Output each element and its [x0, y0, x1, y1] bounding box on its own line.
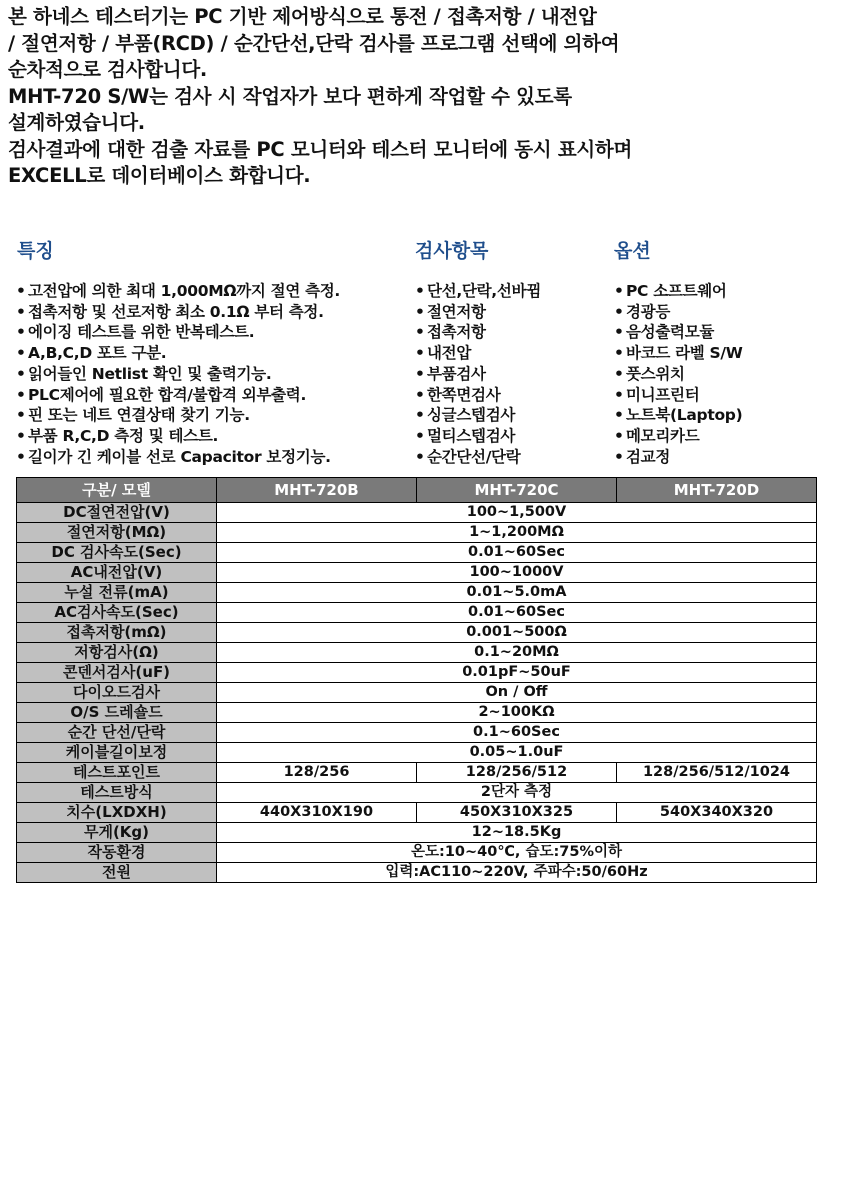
- option-item: • 노트북(Laptop): [614, 405, 743, 426]
- intro-line: EXCELL로 데이터베이스 화합니다.: [8, 164, 311, 187]
- row-label: 테스트포인트: [17, 763, 217, 783]
- row-label: AC검사속도(Sec): [17, 603, 217, 623]
- option-item: • 경광등: [614, 302, 743, 323]
- feature-item: • A,B,C,D 포트 구분.: [16, 343, 340, 364]
- intro-line: / 절연저항 / 부품(RCD) / 순간단선,단락 검사를 프로그램 선택에 의하여: [8, 31, 620, 55]
- row-value: 440X310X190: [217, 803, 417, 823]
- row-label: 누설 전류(mA): [17, 583, 217, 603]
- table-row: [17, 723, 817, 743]
- table-row: [17, 743, 817, 763]
- header-model-c: MHT-720C: [417, 478, 617, 503]
- option-item: • 바코드 라벨 S/W: [614, 343, 743, 364]
- table-row: [17, 623, 817, 643]
- row-value: 128/256/512/1024: [617, 763, 817, 783]
- option-item: • 미니프린터: [614, 385, 743, 406]
- inspection-list: [415, 281, 541, 467]
- inspection-item: • 절연저항: [415, 302, 541, 323]
- row-label: 저항검사(Ω): [17, 643, 217, 663]
- row-value: 128/256/512: [417, 763, 617, 783]
- row-value: 입력:AC110~220V, 주파수:50/60Hz: [217, 863, 817, 883]
- row-label: DC절연전압(V): [17, 503, 217, 523]
- intro-line: 검사결과에 대한 검출 자료를 PC 모니터와 테스터 모니터에 동시 표시하며: [8, 137, 632, 161]
- row-label: 치수(LXDXH): [17, 803, 217, 823]
- table-row: [17, 763, 817, 783]
- table-row: [17, 643, 817, 663]
- inspection-item: • 순간단선/단락: [415, 447, 541, 468]
- spec-table-body: [17, 503, 817, 883]
- row-label: 순간 단선/단락: [17, 723, 217, 743]
- header-model-d: MHT-720D: [617, 478, 817, 503]
- row-value: 0.1~20MΩ: [217, 643, 817, 663]
- row-value: 0.1~60Sec: [217, 723, 817, 743]
- feature-item: • 접촉저항 및 선로저항 최소 0.1Ω 부터 측정.: [16, 302, 340, 323]
- inspection-item: • 단선,단락,선바뀜: [415, 281, 541, 302]
- row-value: 100~1,500V: [217, 503, 817, 523]
- row-value: 0.01~5.0mA: [217, 583, 817, 603]
- table-row: [17, 563, 817, 583]
- inspection-item: • 접촉저항: [415, 322, 541, 343]
- option-item: • PC 소프트웨어: [614, 281, 743, 302]
- row-value: 2단자 측정: [217, 783, 817, 803]
- table-row: [17, 703, 817, 723]
- row-value: 12~18.5Kg: [217, 823, 817, 843]
- table-row: [17, 543, 817, 563]
- table-row: [17, 583, 817, 603]
- header-category: 구분/ 모델: [17, 478, 217, 503]
- row-value: 0.01pF~50uF: [217, 663, 817, 683]
- row-value: 0.05~1.0uF: [217, 743, 817, 763]
- row-value: 128/256: [217, 763, 417, 783]
- row-value: 0.01~60Sec: [217, 603, 817, 623]
- row-label: AC내전압(V): [17, 563, 217, 583]
- intro-paragraph: [8, 4, 838, 190]
- row-label: 콘덴서검사(uF): [17, 663, 217, 683]
- row-value: On / Off: [217, 683, 817, 703]
- row-label: 전원: [17, 863, 217, 883]
- row-label: 무게(Kg): [17, 823, 217, 843]
- inspection-item: • 부품검사: [415, 364, 541, 385]
- row-label: O/S 드레숄드: [17, 703, 217, 723]
- intro-line: 순차적으로 검사합니다.: [8, 58, 207, 81]
- table-row: [17, 803, 817, 823]
- feature-item: • 길이가 긴 케이블 선로 Capacitor 보정기능.: [16, 447, 340, 468]
- table-row: [17, 603, 817, 623]
- header-model-b: MHT-720B: [217, 478, 417, 503]
- table-row: [17, 823, 817, 843]
- option-item: • 음성출력모듈: [614, 322, 743, 343]
- table-row: [17, 843, 817, 863]
- feature-item: • PLC제어에 필요한 합격/불합격 외부출력.: [16, 385, 340, 406]
- table-row: [17, 503, 817, 523]
- spec-table-header-row: [17, 478, 817, 503]
- table-row: [17, 683, 817, 703]
- intro-line: MHT-720 S/W는 검사 시 작업자가 보다 편하게 작업할 수 있도록: [8, 84, 572, 108]
- row-value: 온도:10~40℃, 습도:75%이하: [217, 843, 817, 863]
- table-row: [17, 523, 817, 543]
- features-list: [16, 281, 340, 467]
- table-row: [17, 783, 817, 803]
- row-value: 540X340X320: [617, 803, 817, 823]
- feature-item: • 고전압에 의한 최대 1,000MΩ까지 절연 측정.: [16, 281, 340, 302]
- inspection-item: • 내전압: [415, 343, 541, 364]
- feature-item: • 부품 R,C,D 측정 및 테스트.: [16, 426, 340, 447]
- feature-item: • 읽어들인 Netlist 확인 및 출력기능.: [16, 364, 340, 385]
- inspection-item: • 한쪽면검사: [415, 385, 541, 406]
- row-label: 다이오드검사: [17, 683, 217, 703]
- option-item: • 메모리카드: [614, 426, 743, 447]
- options-heading: 옵션: [614, 240, 651, 262]
- row-label: 접촉저항(mΩ): [17, 623, 217, 643]
- row-label: 케이블길이보정: [17, 743, 217, 763]
- feature-item: • 에이징 테스트를 위한 반복테스트.: [16, 322, 340, 343]
- row-value: 450X310X325: [417, 803, 617, 823]
- row-value: 0.001~500Ω: [217, 623, 817, 643]
- row-label: DC 검사속도(Sec): [17, 543, 217, 563]
- inspection-item: • 멀티스텝검사: [415, 426, 541, 447]
- intro-line: 본 하네스 테스터기는 PC 기반 제어방식으로 통전 / 접촉저항 / 내전압: [8, 5, 597, 28]
- inspection-heading: 검사항목: [415, 240, 489, 262]
- inspection-item: • 싱글스텝검사: [415, 405, 541, 426]
- row-value: 2~100KΩ: [217, 703, 817, 723]
- feature-item: • 핀 또는 네트 연결상태 찾기 기능.: [16, 405, 340, 426]
- row-label: 절연저항(MΩ): [17, 523, 217, 543]
- features-heading: 특징: [17, 240, 54, 262]
- option-item: • 검교정: [614, 447, 743, 468]
- intro-line: 설계하였습니다.: [8, 111, 145, 134]
- row-label: 테스트방식: [17, 783, 217, 803]
- options-list: [614, 281, 743, 467]
- table-row: [17, 663, 817, 683]
- row-value: 100~1000V: [217, 563, 817, 583]
- table-row: [17, 863, 817, 883]
- row-value: 1~1,200MΩ: [217, 523, 817, 543]
- row-value: 0.01~60Sec: [217, 543, 817, 563]
- row-label: 작동환경: [17, 843, 217, 863]
- spec-table: [16, 477, 817, 883]
- option-item: • 풋스위치: [614, 364, 743, 385]
